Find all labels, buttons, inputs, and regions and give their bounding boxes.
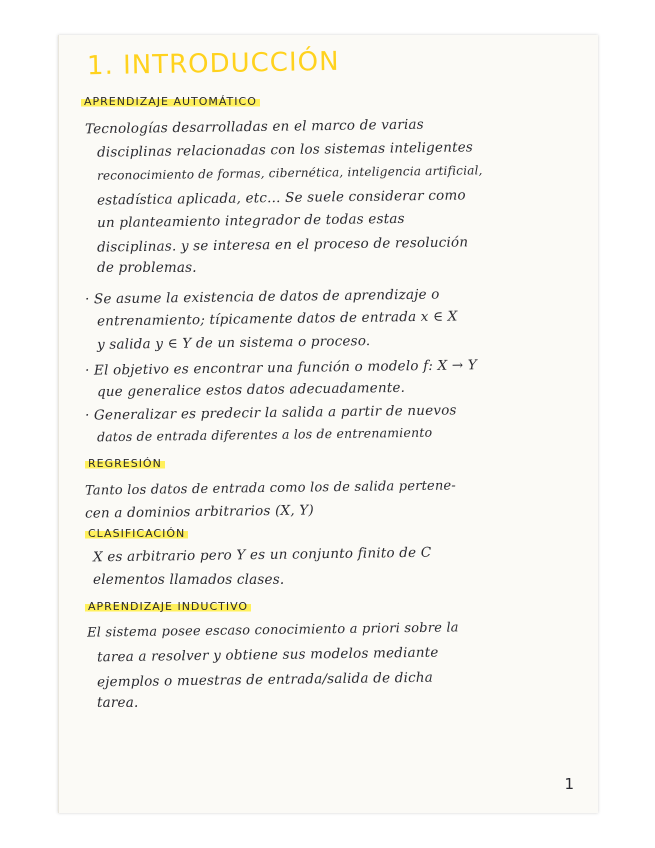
inductivo-line: ejemplos o muestras de entrada/salida de dicha (96, 669, 434, 691)
bullet-line: · Se asume la existencia de datos de aprendizaje o (84, 286, 440, 308)
heading-aprendizaje-inductivo: APRENDIZAJE INDUCTIVO (85, 600, 251, 613)
regresion-line: cen a dominios arbitrarios (X, Y) (84, 502, 314, 522)
paragraph-line: estadística aplicada, etc... Se suele considerar como (96, 187, 466, 209)
paragraph-line: reconocimiento de formas, cibernética, inteligencia artificial, (96, 163, 483, 183)
paragraph-line: un planteamiento integrador de todas estas (96, 210, 405, 232)
regresion-line: Tanto los datos de entrada como los de salida pertene- (84, 478, 457, 499)
bullet-line: · El objetivo es encontrar una función o modelo f: X → Y (84, 357, 478, 379)
clasificacion-line: X es arbitrario pero Y es un conjunto finito de C (92, 544, 432, 566)
inductivo-line: tarea. (97, 695, 139, 711)
heading-regresion: REGRESIÓN (85, 457, 165, 470)
inductivo-line: tarea a resolver y obtiene sus modelos mediante (96, 644, 439, 666)
inductivo-line: El sistema posee escaso conocimiento a priori sobre la (86, 620, 459, 641)
paragraph-line: de problemas. (97, 260, 197, 276)
bullet-line: · Generalizar es predecir la salida a partir de nuevos (84, 402, 457, 424)
bullet-line: entrenamiento; típicamente datos de entrada x ∈ X (96, 308, 458, 330)
heading-aprendizaje-automatico: APRENDIZAJE AUTOMÁTICO (81, 95, 260, 108)
notebook-page (58, 35, 598, 813)
paragraph-line: Tecnologías desarrolladas en el marco de varias (84, 116, 424, 138)
bullet-line: y salida y ∈ Y de un sistema o proceso. (96, 333, 371, 353)
page-number: 1 (564, 775, 574, 793)
clasificacion-line: elementos llamados clases. (93, 572, 285, 588)
bullet-line: datos de entrada diferentes a los de entrenamiento (96, 424, 433, 445)
bullet-line: que generalice estos datos adecuadamente. (96, 379, 406, 401)
paragraph-line: disciplinas relacionadas con los sistemas inteligentes (96, 139, 474, 161)
paragraph-line: disciplinas. y se interesa en el proceso de resolución (96, 234, 469, 256)
page-title: 1. INTRODUCCIÓN (86, 46, 340, 82)
heading-clasificacion: CLASIFICACIÓN (85, 527, 188, 540)
